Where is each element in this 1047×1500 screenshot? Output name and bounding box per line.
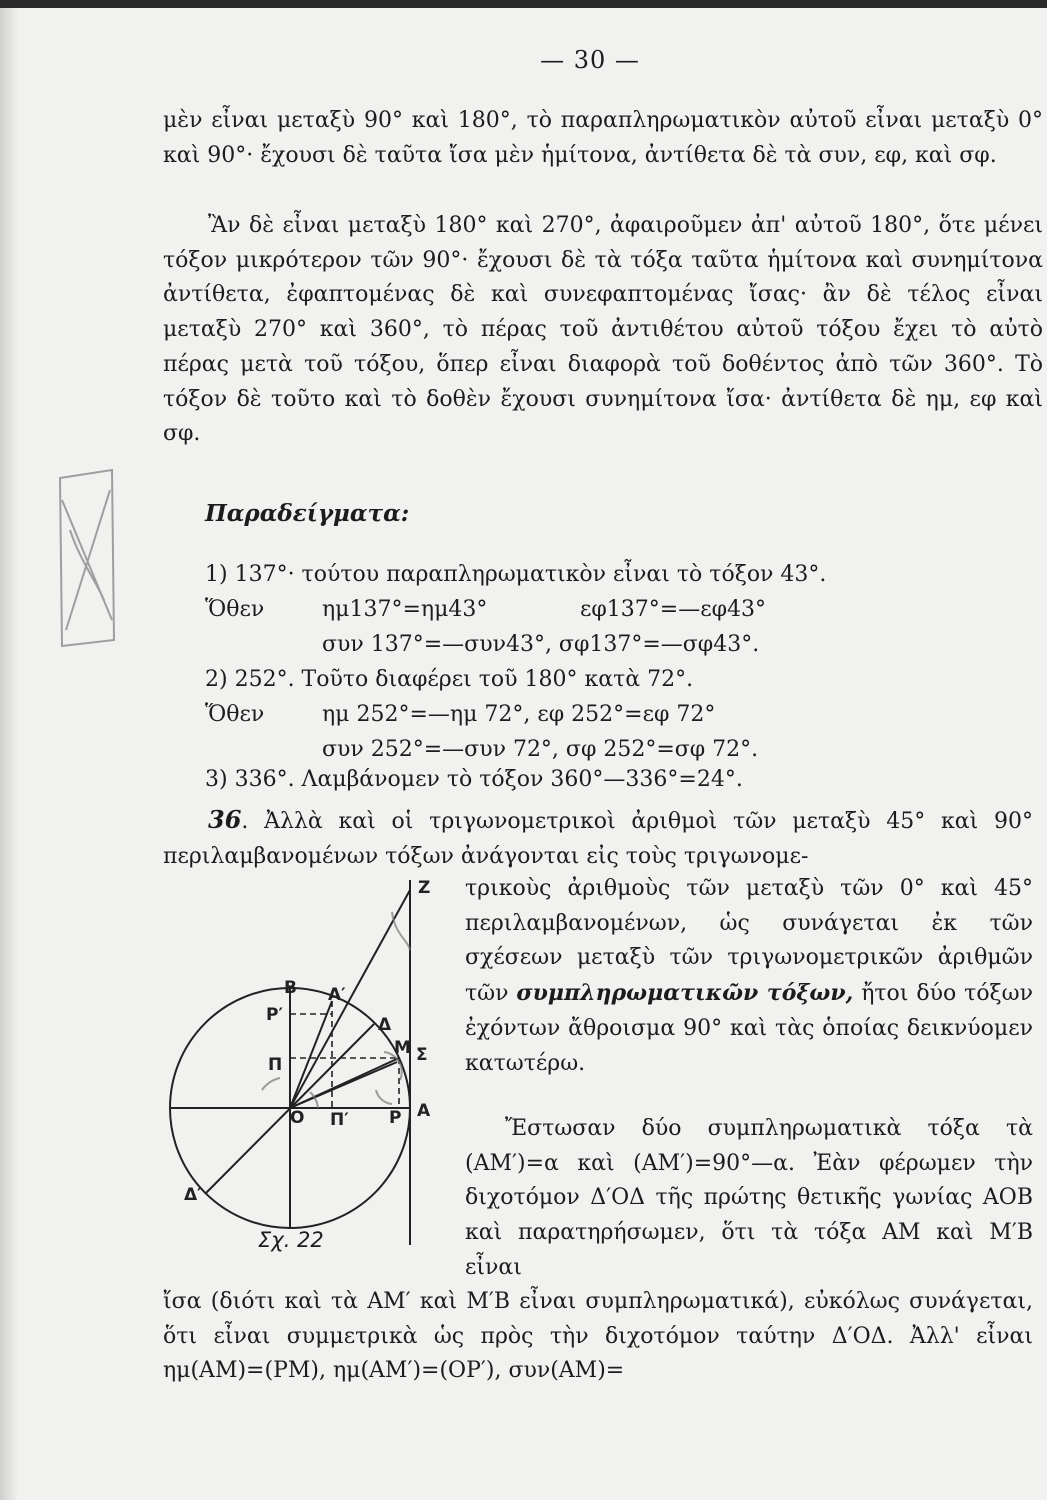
label-d: Δ [378, 1015, 392, 1035]
section-36-lead-text: . Ἀλλὰ καὶ οἱ τριγωνομετρικοὶ ἀριθμοὶ τῶν μεταξὺ 45° καὶ 90° περιλαμβανομένων τόξων ἀνάγονται εἰς τοὺς τριγωνομε- [163, 809, 1033, 869]
label-z: Ζ [418, 878, 431, 898]
example-1-cos: συν 137°=—συν43°, σφ137°=—σφ43°. [322, 632, 760, 657]
figure-caption: Σχ. 22 [258, 1228, 324, 1252]
label-a1: Α′ [328, 985, 346, 1005]
label-d1: Δ′ [184, 1185, 202, 1205]
example-1: 1) 137°· τούτου παραπληρωματικὸν εἶναι τὸ τόξον 43°. [205, 562, 827, 587]
example-1-sin: ημ137°=ημ43° [322, 597, 488, 622]
label-pi1: Π′ [330, 1110, 349, 1130]
final-paragraph: ἴσα (διότι καὶ τὰ ΑΜ′ καὶ Μ′Β εἶναι συμπληρωματικά), εὐκόλως συνάγεται, ὅτι εἶναι συμμετρικὰ ὡς πρὸς τὴν διχοτόμον ταύτην Δ′ΟΔ. Ἀλλ' εἶναι ημ(ΑΜ)=(ΡΜ), ημ(ΑΜ′)=(ΟΡ′), συν(ΑΜ)= [163, 1289, 1033, 1384]
example-2: 2) 252°. Τοῦτο διαφέρει τοῦ 180° κατὰ 72°. [205, 667, 694, 692]
example-2-sin: ημ 252°=—ημ 72°, εφ 252°=εφ 72° [322, 702, 716, 727]
paragraph-2: Ἂν δὲ εἶναι μεταξὺ 180° καὶ 270°, ἀφαιροῦμεν ἀπ' αὐτοῦ 180°, ὅτε μένει τόξον μικρότερον τῶν 90°· ἔχουσι δὲ τὰ τόξα ταῦτα ἡμίτονα καὶ συνημίτονα ἀντίθετα, ἐφαπτομένας δὲ καὶ συνεφαπτομένας ἴσας· ἂν δὲ τέλος εἶναι μεταξὺ 270° καὶ 360°, τὸ πέρας τοῦ ἀντιθέτου αὐτοῦ τόξου ἔχει τὸ αὐτὸ πέρας μετὰ τοῦ τόξου, ὅπερ εἶναι διαφορὰ τοῦ δοθέντος ἀπὸ τῶν 360°. Τὸ τόξον δὲ τοῦτο καὶ τὸ δοθὲν ἔχουσι συνημίτονα ἴσα· ἀντίθετα δὲ ημ, εφ καὶ σφ. [163, 213, 1043, 447]
label-s: Σ [416, 1045, 428, 1065]
example-2-hothen: Ὅθεν [205, 702, 265, 727]
example-1-hothen: Ὅθεν [205, 597, 265, 622]
pencil-arcs [262, 912, 410, 1108]
wrap-text-a: τρικοὺς ἀριθμοὺς τῶν μεταξὺ τῶν 0° καὶ 45° περιλαμβανομένων, ὡς συνάγεται ἐκ τῶν σχέσεων μεταξὺ τῶν τριγωνομετρικῶν ἀριθμῶν τῶν [465, 876, 1033, 1007]
label-b: B [284, 978, 297, 998]
example-3: 3) 336°. Λαμβάνομεν τὸ τόξον 360°—336°=24°. [205, 767, 743, 792]
paragraph-1: μὲν εἶναι μεταξὺ 90° καὶ 180°, τὸ παραπληρωματικὸν αὐτοῦ εἶναι μεταξὺ 0° καὶ 90°· ἔχουσι δὲ ταῦτα ἴσα μὲν ἡμίτονα, ἀντίθετα δὲ τὰ συν, εφ, καὶ σφ. [163, 108, 1043, 168]
label-a: Α [417, 1101, 431, 1121]
example-2-cos: συν 252°=—συν 72°, σφ 252°=σφ 72°. [322, 737, 759, 762]
label-p: Ρ [389, 1108, 402, 1128]
bold-term: συμπληρωματικῶν τόξων, [516, 980, 854, 1007]
label-p1: Ρ′ [266, 1005, 283, 1025]
wrap-paragraph-2: Ἔστωσαν δύο συμπληρωματικὰ τόξα τὰ (ΑΜ′)=α καὶ (ΑΜ′)=90°—α. Ἐὰν φέρωμεν τὴν διχοτόμον Δ′ΟΔ τῆς πρώτης θετικῆς γωνίας ΑΟΒ καὶ παρατηρήσωμεν, ὅτι τὰ τόξα ΑΜ καὶ Μ′Β εἶναι [465, 1116, 1033, 1280]
section-number: 36 [208, 805, 242, 834]
example-1-tan: εφ137°=—εφ43° [580, 597, 767, 622]
line-oz [290, 890, 410, 1108]
examples-heading: Παραδείγματα: [205, 500, 410, 527]
label-m: Μ [394, 1038, 411, 1058]
label-o: Ο [290, 1108, 305, 1128]
label-pi: Π [268, 1055, 283, 1075]
page-number: — 30 — [540, 46, 640, 74]
wrap-text-b: ἤτοι δύο τόξων ἐχόντων ἄθροισμα 90° καὶ τὰς ὁποίας δεικνύομεν κατωτέρω. [465, 981, 1033, 1076]
